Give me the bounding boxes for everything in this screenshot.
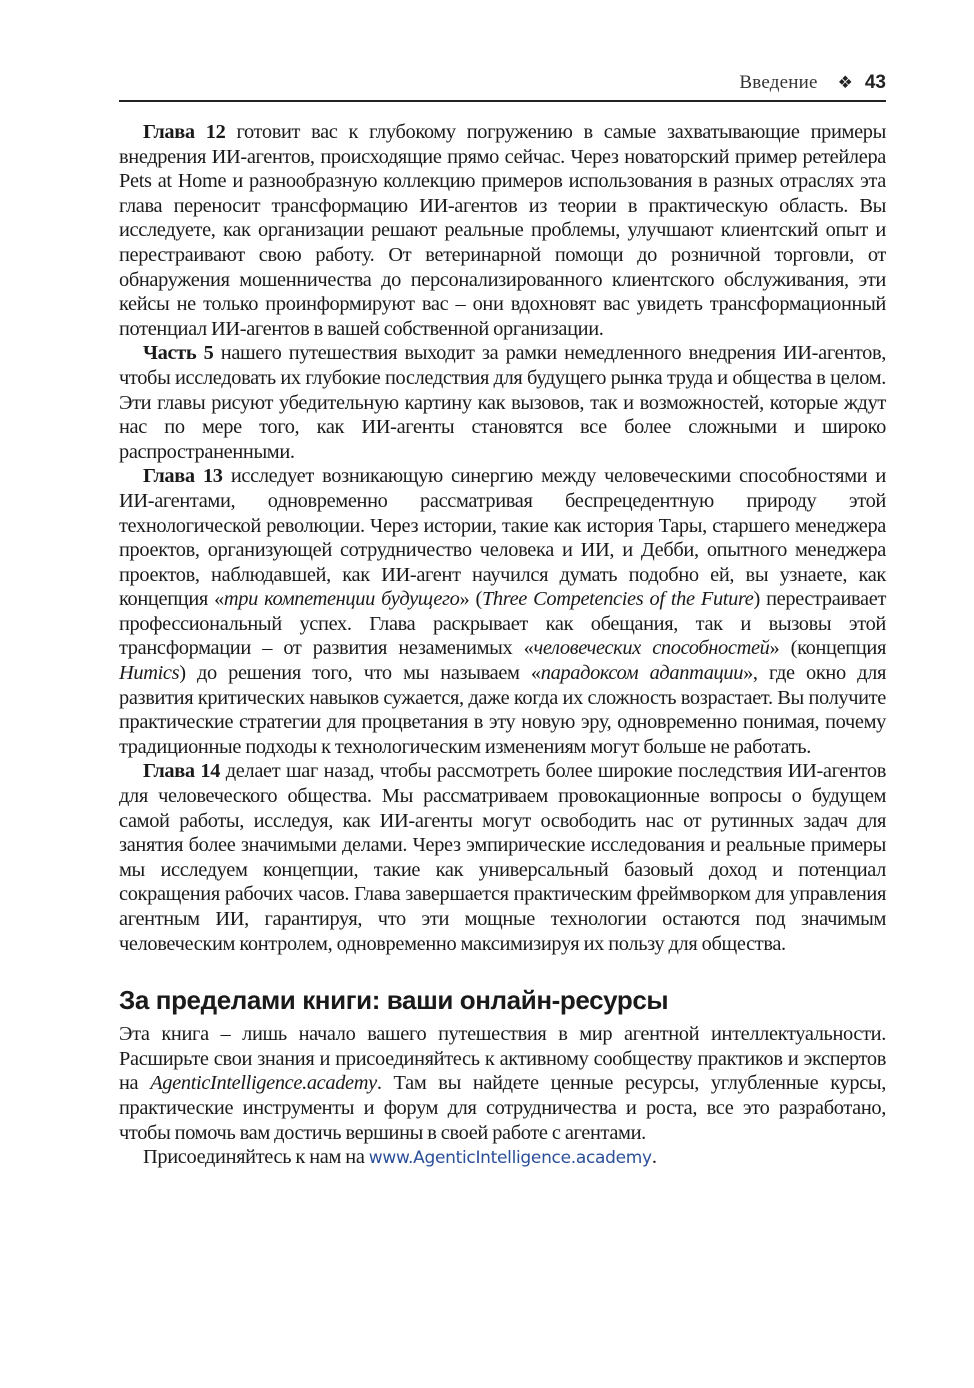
paragraph-text: » (концепция: [769, 637, 886, 660]
paragraph-lead: Глава 13: [143, 465, 223, 488]
paragraph-chapter-13: [119, 464, 886, 759]
paragraph-text: », где окно для развития критических навыков сужается, даже когда их сложность возрастает. Вы получите практические стратегии для процветания в эту новую эру, одновременно понимая, почему традиционные подходы к технологическим изменениям могут больше не работать.: [119, 662, 887, 758]
paragraph-text: делает шаг назад, чтобы рассмотреть более широкие последствия ИИ-агентов для человеческого общества. Мы рассматриваем провокационные вопросы о будущем самой работы, исследуя, как ИИ-агенты могут освободить нас от рутинных задач для занятия более значимыми делами. Через эмпирические исследования и реальные примеры мы исследуем концепции, такие как универсальный базовый доход и потенциал сокращения рабочих часов. Глава завершается практическим фреймворком для управления агентным ИИ, гарантируя, что эти мощные технологии остаются под значимым человеческим контролем, одновременно максимизируя их пользу для общества.: [119, 760, 887, 955]
paragraph-text: » (: [459, 588, 482, 611]
page-number: 43: [864, 72, 886, 93]
paragraph-text: ) перестраивает профессиональный успех. Глава раскрывает как обещания, так и вызовы этой трансформации – от развития незаменимых «: [119, 588, 887, 660]
italic-term: Humics: [119, 662, 180, 685]
italic-term: человеческих способностей: [533, 637, 770, 660]
section-heading: За пределами книги: ваши онлайн-ресурсы: [119, 985, 669, 1016]
running-head-section: Введение: [739, 72, 818, 93]
paragraph-text: Эта книга – лишь начало вашего путешествия в мир агентной интеллектуальности. Расширьте свои знания и присоединяйтесь к активному сообществу практиков и экспертов на: [119, 1023, 886, 1095]
book-page: [119, 72, 886, 1171]
paragraph-text: нашего путешествия выходит за рамки немедленного внедрения ИИ-агентов, чтобы исследовать их глубокие последствия для будущего рынка труда и общества в целом. Эти главы рисуют убедительную картину как вызовов, так и возможностей, которые ждут нас по мере того, как ИИ-агенты становятся все более сложными и широко распространенными.: [119, 342, 886, 463]
italic-term: парадоксом адаптации: [540, 662, 744, 685]
page-body: [119, 120, 886, 1171]
paragraph-lead: Глава 14: [143, 760, 221, 783]
paragraph-chapter-14: [119, 759, 886, 956]
paragraph-text: Присоединяйтесь к нам на: [143, 1146, 369, 1169]
running-head: [119, 72, 886, 102]
italic-term: три компетенции будущего: [223, 588, 460, 611]
paragraph-lead: Часть 5: [143, 342, 214, 365]
paragraph-part-5: [119, 341, 886, 464]
paragraph-join-us: [119, 1145, 886, 1171]
paragraph-lead: Глава 12: [143, 121, 226, 143]
ornament-icon: ❖: [837, 73, 853, 92]
paragraph-chapter-12: [119, 120, 886, 341]
paragraph-text: готовит вас к глубокому погружению в самые захватывающие примеры внедрения ИИ-агентов, происходящие прямо сейчас. Через новаторский пример ретейлера Pets at Home и разнообразную коллекцию примеров использования в разных отраслях эта глава переносит трансформацию ИИ-агентов из теории в практическую область. Вы исследуете, как организации решают реальные проблемы, улучшают клиентский опыт и перестраивают свою работу. От ветеринарной помощи до розничной торговли, от обнаружения мошенничества до персонализированного клиентского обслуживания, эти кейсы не только проинформируют вас – они вдохновят вас увидеть трансформационный потенциал ИИ-агентов в вашей собственной организации.: [119, 121, 886, 340]
paragraph-online-resources: [119, 1022, 886, 1145]
italic-term: Three Competencies of the Future: [481, 588, 754, 611]
italic-site-name: AgenticIntelligence.academy: [150, 1072, 377, 1095]
website-link[interactable]: www.AgenticIntelligence.academy: [368, 1148, 652, 1169]
paragraph-text: . Там вы найдете ценные ресурсы, углубленные курсы, практические инструменты и форум для сотрудничества и роста, все это разработано, чтобы помочь вам достичь вершины в своей работе с агентами.: [119, 1072, 886, 1144]
paragraph-text: ) до решения того, что мы называем «: [179, 662, 541, 685]
paragraph-text: исследует возникающую синергию между человеческими способностями и ИИ-агентами, одновременно рассматривая беспрецедентную природу этой технологической революции. Через истории, такие как история Тары, старшего менеджера проектов, организующей сотрудничество человека и ИИ, и Дебби, опытного менеджера проектов, наблюдавшей, как ИИ-агент научился думать подобно ей, вы узнаете, как концепция «: [119, 465, 886, 611]
paragraph-text: .: [651, 1146, 657, 1169]
